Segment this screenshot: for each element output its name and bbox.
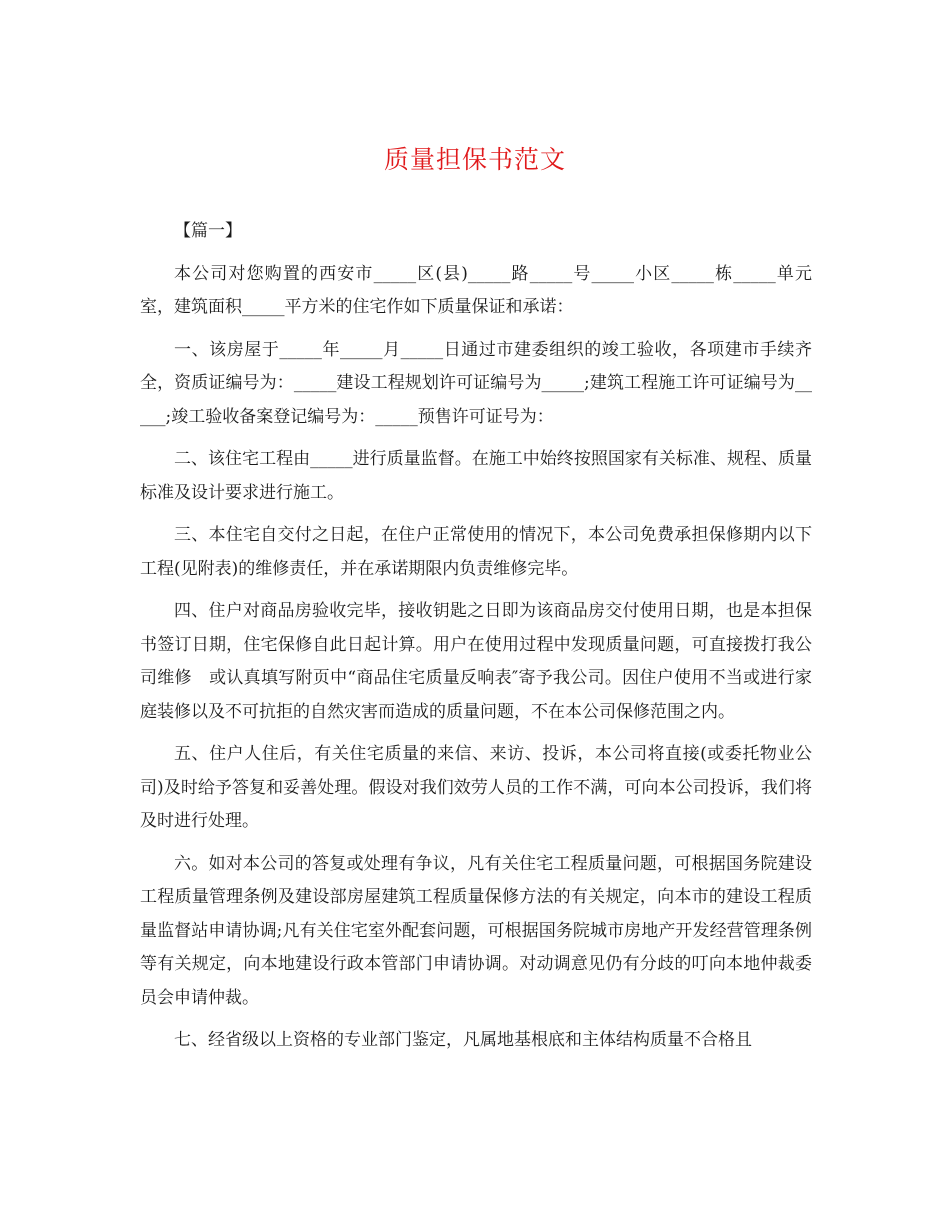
paragraph-4: 四、住户对商品房验收完毕，接收钥匙之日即为该商品房交付使用日期，也是本担保书签订日期，住宅保修自此日起计算。用户在使用过程中发现质量问题，可直接拨打我公司维修 或认真填写附页中“商品住宅质量反响表″寄予我公司。因住户使用不当或进行家庭装修以及不可抗拒的自然灾害而造成的质量问题，不在本公司保修范围之内。	[140, 601, 812, 722]
document-title: 质量担保书范文	[383, 145, 566, 174]
paragraph-intro: 本公司对您购置的西安市_____区(县)_____路_____号_____小区_____栋_____单元室，建筑面积_____平方米的住宅作如下质量保证和承诺：	[140, 263, 812, 317]
section-heading: 【篇一】	[174, 221, 242, 241]
paragraph-3: 三、本住宅自交付之日起，在住户正常使用的情况下，本公司免费承担保修期内以下工程(见附表)的维修责任，并在承诺期限内负责维修完毕。	[140, 525, 812, 579]
paragraph-6: 六。如对本公司的答复或处理有争议，凡有关住宅工程质量问题，可根据国务院建设工程质量管理条例及建设部房屋建筑工程质量保修方法的有关规定，向本市的建设工程质量监督站申请协调;凡有关住宅室外配套问题，可根据国务院城市房地产开发经营管理条例等有关规定，向本地建设行政本管部门申请协调。对动调意见仍有分歧的叮向本地仲裁委员会申请仲裁。	[140, 853, 812, 1008]
paragraph-7: 七、经省级以上资格的专业部门鉴定，凡属地基根底和主体结构质量不合格且	[174, 1030, 752, 1050]
paragraph-2: 二、该住宅工程由_____进行质量监督。在施工中始终按照国家有关标准、规程、质量标准及设计要求进行施工。	[140, 449, 812, 503]
paragraph-1: 一、该房屋于_____年_____月_____日通过市建委组织的竣工验收，各项建市手续齐全，资质证编号为：_____建设工程规划许可证编号为_____;建筑工程施工许可证编号为_____;竣工验收备案登记编号为：_____预售许可证号为：	[140, 339, 812, 427]
paragraph-5: 五、住户人住后，有关住宅质量的来信、来访、投诉，本公司将直接(或委托物业公司)及时给予答复和妥善处理。假设对我们效劳人员的工作不满，可向本公司投诉，我们将及时进行处理。	[140, 744, 812, 831]
document-body	[140, 215, 812, 1067]
